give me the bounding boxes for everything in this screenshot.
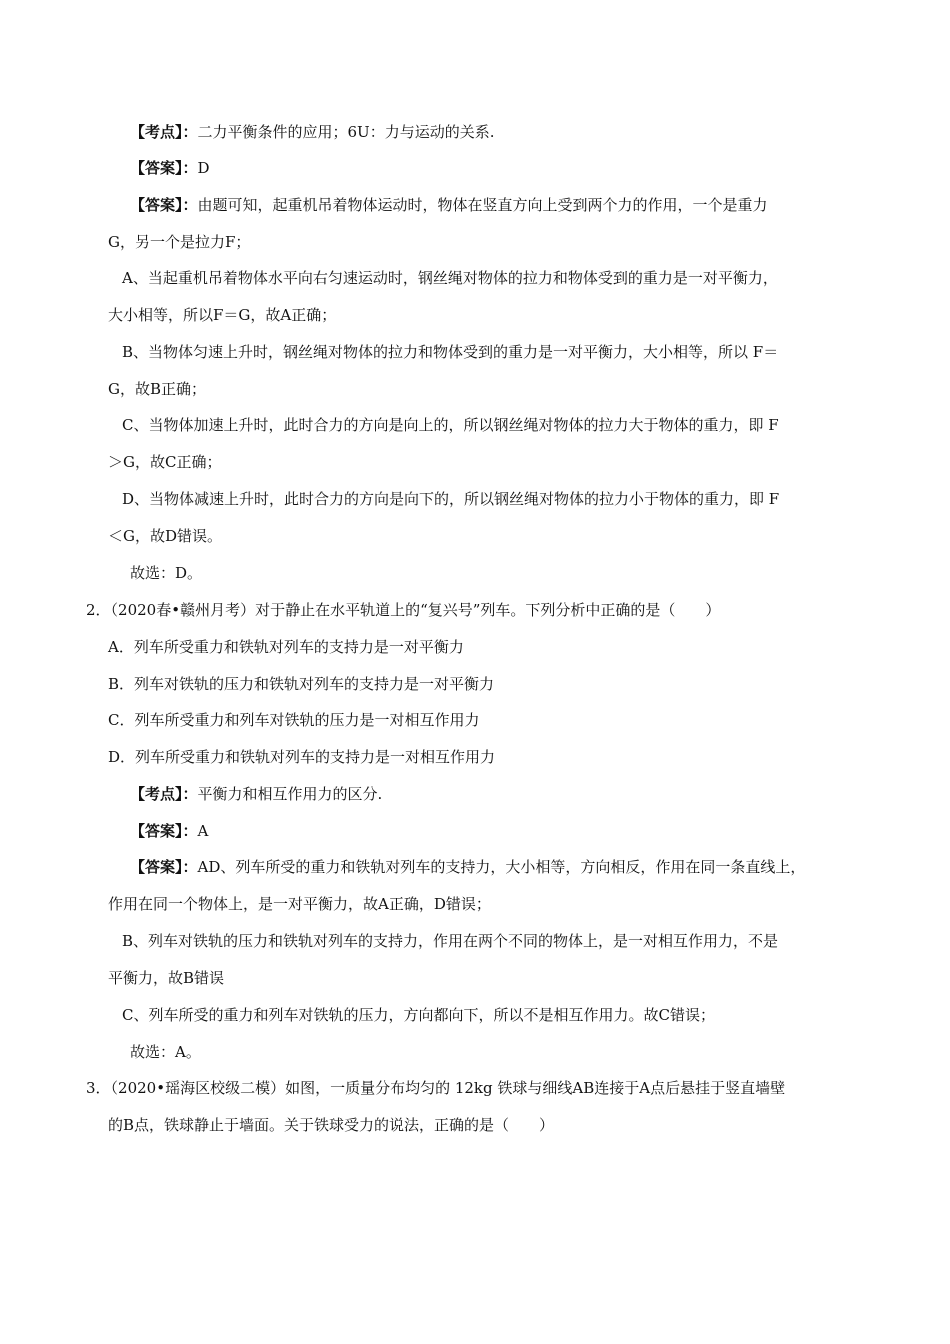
q2-analysis-line-5: 故选：A。 xyxy=(130,1043,201,1061)
kaodian-label: 【考点】： xyxy=(130,123,198,141)
q2-analysis-line-2: B、列车对铁轨的压力和铁轨对列车的支持力，作用在两个不同的物体上，是一对相互作用力，不是 xyxy=(122,932,779,950)
q3-stem-line-1: 的B点，铁球静止于墙面。关于铁球受力的说法，正确的是（ ） xyxy=(108,1116,555,1134)
q1-analysis-line-6: C、当物体加速上升时，此时合力的方向是向上的，所以钢丝绳对物体的拉力大于物体的重力，即 F xyxy=(122,416,779,434)
q2-kaodian xyxy=(130,784,382,804)
q2-answer xyxy=(130,821,208,841)
q1-kaodian xyxy=(130,122,494,142)
q1-answer xyxy=(130,158,210,178)
q2-option-d: D．列车所受重力和铁轨对列车的支持力是一对相互作用力 xyxy=(108,748,496,766)
analysis-text: AD、列车所受的重力和铁轨对列车的支持力，大小相等，方向相反，作用在同一条直线上， xyxy=(197,858,806,876)
q2-analysis-line-3: 平衡力，故B错误 xyxy=(108,969,225,987)
q1-analysis-line-2: A、当起重机吊着物体水平向右匀速运动时，钢丝绳对物体的拉力和物体受到的重力是一对平衡力， xyxy=(122,269,778,287)
q1-analysis-line-1: G，另一个是拉力F； xyxy=(108,233,251,251)
q1-analysis-line-10: 故选：D。 xyxy=(130,564,203,582)
q1-analysis-line-0 xyxy=(130,195,768,215)
analysis-label: 【答案】： xyxy=(130,858,198,876)
kaodian-text: 平衡力和相互作用力的区分. xyxy=(197,785,383,803)
q2-option-c: C．列车所受重力和列车对铁轨的压力是一对相互作用力 xyxy=(108,711,480,729)
q1-analysis-line-9: ＜G，故D错误。 xyxy=(108,527,223,545)
answer-label: 【答案】： xyxy=(130,159,198,177)
q3-stem-line-0: 3．（2020•瑶海区校级二模）如图，一质量分布均匀的 12kg 铁球与细线AB连接于A点后悬挂于竖直墙壁 xyxy=(86,1079,786,1097)
q1-analysis-line-5: G，故B正确； xyxy=(108,380,207,398)
q1-analysis-line-3: 大小相等，所以F＝G，故A正确； xyxy=(108,306,337,324)
q2-option-a: A．列车所受重力和铁轨对列车的支持力是一对平衡力 xyxy=(108,638,464,656)
q1-analysis-line-7: ＞G，故C正确； xyxy=(108,453,222,471)
q2-stem: 2．（2020春•赣州月考）对于静止在水平轨道上的“复兴号”列车。下列分析中正确的是（ ） xyxy=(86,601,721,619)
analysis-text: 由题可知，起重机吊着物体运动时，物体在竖直方向上受到两个力的作用，一个是重力 xyxy=(197,196,768,214)
answer-text: D xyxy=(197,159,210,177)
q2-analysis-line-1: 作用在同一个物体上，是一对平衡力，故A正确，D错误； xyxy=(108,895,491,913)
q1-analysis-line-8: D、当物体减速上升时，此时合力的方向是向下的，所以钢丝绳对物体的拉力小于物体的重力，即 F xyxy=(122,490,780,508)
answer-text: A xyxy=(197,822,209,840)
answer-label: 【答案】： xyxy=(130,822,198,840)
q2-analysis-line-0 xyxy=(130,857,805,877)
kaodian-text: 二力平衡条件的应用；6U：力与运动的关系. xyxy=(197,123,495,141)
analysis-label: 【答案】： xyxy=(130,196,198,214)
q2-option-b: B．列车对铁轨的压力和铁轨对列车的支持力是一对平衡力 xyxy=(108,675,495,693)
kaodian-label: 【考点】： xyxy=(130,785,198,803)
q1-analysis-line-4: B、当物体匀速上升时，钢丝绳对物体的拉力和物体受到的重力是一对平衡力，大小相等，所以 F＝ xyxy=(122,343,779,361)
q2-analysis-line-4: C、列车所受的重力和列车对铁轨的压力，方向都向下，所以不是相互作用力。故C错误； xyxy=(122,1006,715,1024)
